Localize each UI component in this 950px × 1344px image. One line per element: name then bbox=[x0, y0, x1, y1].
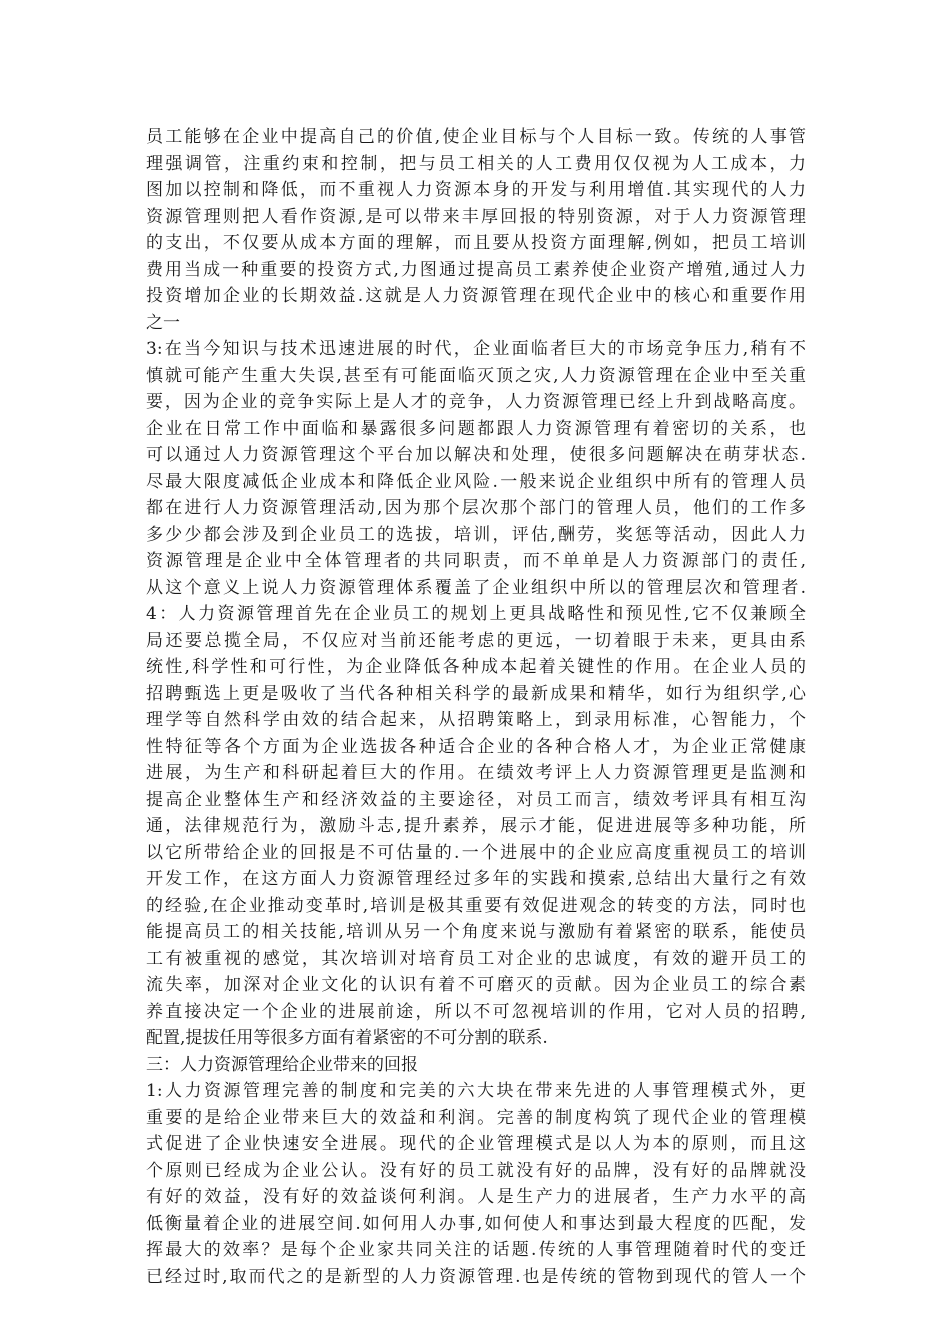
text-line: 1:人力资源管理完善的制度和完美的六大块在带来先进的人事管理模式外，更 bbox=[146, 1081, 806, 1101]
text-line: 挥最大的效率？是每个企业家共同关注的话题.传统的人事管理随着时代的变迁 bbox=[146, 1240, 806, 1260]
text-line: 提高企业整体生产和经济效益的主要途径，对员工而言，绩效考评具有相互沟 bbox=[146, 789, 806, 810]
text-line: 低衡量着企业的进展空间.如何用人办事,如何使人和事达到最大程度的匹配，发 bbox=[146, 1213, 806, 1234]
text-line: 理学等自然科学由效的结合起来，从招聘策略上，到录用标准，心智能力，个 bbox=[146, 710, 806, 730]
text-line: 3:在当今知识与技术迅速进展的时代，企业面临者巨大的市场竞争压力,稍有不 bbox=[146, 339, 806, 359]
text-line: 多少少都会涉及到企业员工的选拔，培训，评估,酬劳，奖惩等活动，因此人力 bbox=[146, 524, 806, 545]
text-line: 进展，为生产和科研起着巨大的作用。在绩效考评上人力资源管理更是监测和 bbox=[146, 763, 806, 783]
text-line: 开发工作，在这方面人力资源管理经过多年的实践和摸索,总结出大量行之有效 bbox=[146, 869, 806, 889]
text-line: 有好的效益，没有好的效益谈何利润。人是生产力的进展者，生产力水平的高 bbox=[146, 1187, 806, 1207]
text-line: 图加以控制和降低，而不重视人力资源本身的开发与利用增值.其实现代的人力 bbox=[146, 180, 806, 200]
text-line: 之一 bbox=[146, 312, 180, 333]
text-line: 已经过时,取而代之的是新型的人力资源管理.也是传统的管物到现代的管人一个 bbox=[146, 1266, 806, 1287]
text-line: 投资增加企业的长期效益.这就是人力资源管理在现代企业中的核心和重要作用 bbox=[146, 286, 806, 306]
text-line: 从这个意义上说人力资源管理体系覆盖了企业组织中所以的管理层次和管理者. bbox=[146, 577, 806, 598]
text-line: 都在进行人力资源管理活动,因为那个层次那个部门的管理人员，他们的工作多 bbox=[146, 498, 806, 518]
text-line: 重要的是给企业带来巨大的效益和利润。完善的制度构筑了现代企业的管理模 bbox=[146, 1107, 806, 1128]
text-line: 性特征等各个方面为企业选拔各种适合企业的各种合格人才，为企业正常健康 bbox=[146, 736, 806, 757]
text-line: 慎就可能产生重大失误,甚至有可能面临灭顶之灾,人力资源管理在企业中至关重 bbox=[146, 365, 806, 386]
text-line: 流失率，加深对企业文化的认识有着不可磨灭的贡献。因为企业员工的综合素 bbox=[146, 975, 806, 995]
text-line: 的经验,在企业推动变革时,培训是极其重要有效促进观念的转变的方法，同时也 bbox=[146, 895, 806, 916]
text-line: 可以通过人力资源管理这个平台加以解决和处理，使很多问题解决在萌芽状态. bbox=[146, 445, 806, 465]
text-line: 个原则已经成为企业公认。没有好的员工就没有好的品牌，没有好的品牌就没 bbox=[146, 1160, 806, 1181]
text-line: 4：人力资源管理首先在企业员工的规划上更具战略性和预见性,它不仅兼顾全 bbox=[146, 604, 806, 624]
text-line: 以它所带给企业的回报是不可估量的.一个进展中的企业应高度重视员工的培训 bbox=[146, 842, 806, 863]
text-line: 配置,提拔任用等很多方面有着紧密的不可分割的联系. bbox=[146, 1028, 548, 1048]
text-line: 养直接决定一个企业的进展前途，所以不可忽视培训的作用，它对人员的招聘, bbox=[146, 1001, 806, 1022]
text-line: 企业在日常工作中面临和暴露很多问题都跟人力资源管理有着密切的关系，也 bbox=[146, 418, 806, 439]
text-line: 的支出，不仅要从成本方面的理解，而且要从投资方面理解,例如，把员工培训 bbox=[146, 233, 806, 253]
body-text bbox=[146, 124, 806, 1290]
text-line: 资源管理则把人看作资源,是可以带来丰厚回报的特别资源，对于人力资源管理 bbox=[146, 206, 806, 227]
text-line: 招聘甄选上更是吸收了当代各种相关科学的最新成果和精华，如行为组织学,心 bbox=[146, 683, 806, 704]
text-line: 要，因为企业的竞争实际上是人才的竞争，人力资源管理已经上升到战略高度。 bbox=[146, 392, 806, 412]
text-line: 局还要总揽全局，不仅应对当前还能考虑的更远，一切着眼于未来，更具由系 bbox=[146, 630, 806, 651]
text-line: 理强调管，注重约束和控制，把与员工相关的人工费用仅仅视为人工成本，力 bbox=[146, 153, 806, 174]
text-line: 通，法律规范行为，激励斗志,提升素养，展示才能，促进进展等多种功能，所 bbox=[146, 816, 806, 836]
text-line: 式促进了企业快速安全进展。现代的企业管理模式是以人为本的原则，而且这 bbox=[146, 1134, 806, 1154]
text-line: 统性,科学性和可行性，为企业降低各种成本起着关键性的作用。在企业人员的 bbox=[146, 657, 806, 677]
text-line: 员工能够在企业中提高自己的价值,使企业目标与个人目标一致。传统的人事管 bbox=[146, 127, 806, 147]
text-line: 费用当成一种重要的投资方式,力图通过提高员工素养使企业资产增殖,通过人力 bbox=[146, 259, 806, 280]
text-line: 能提高员工的相关技能,培训从另一个角度来说与激励有着紧密的联系，能使员 bbox=[146, 922, 806, 942]
text-line: 尽最大限度减低企业成本和降低企业风险.一般来说企业组织中所有的管理人员 bbox=[146, 471, 806, 492]
section-heading: 三：人力资源管理给企业带来的回报 bbox=[146, 1054, 418, 1075]
text-line: 资源管理是企业中全体管理者的共同职责，而不单单是人力资源部门的责任, bbox=[146, 551, 806, 571]
text-line: 工有被重视的感觉，其次培训对培育员工对企业的忠诚度，有效的避开员工的 bbox=[146, 948, 806, 969]
